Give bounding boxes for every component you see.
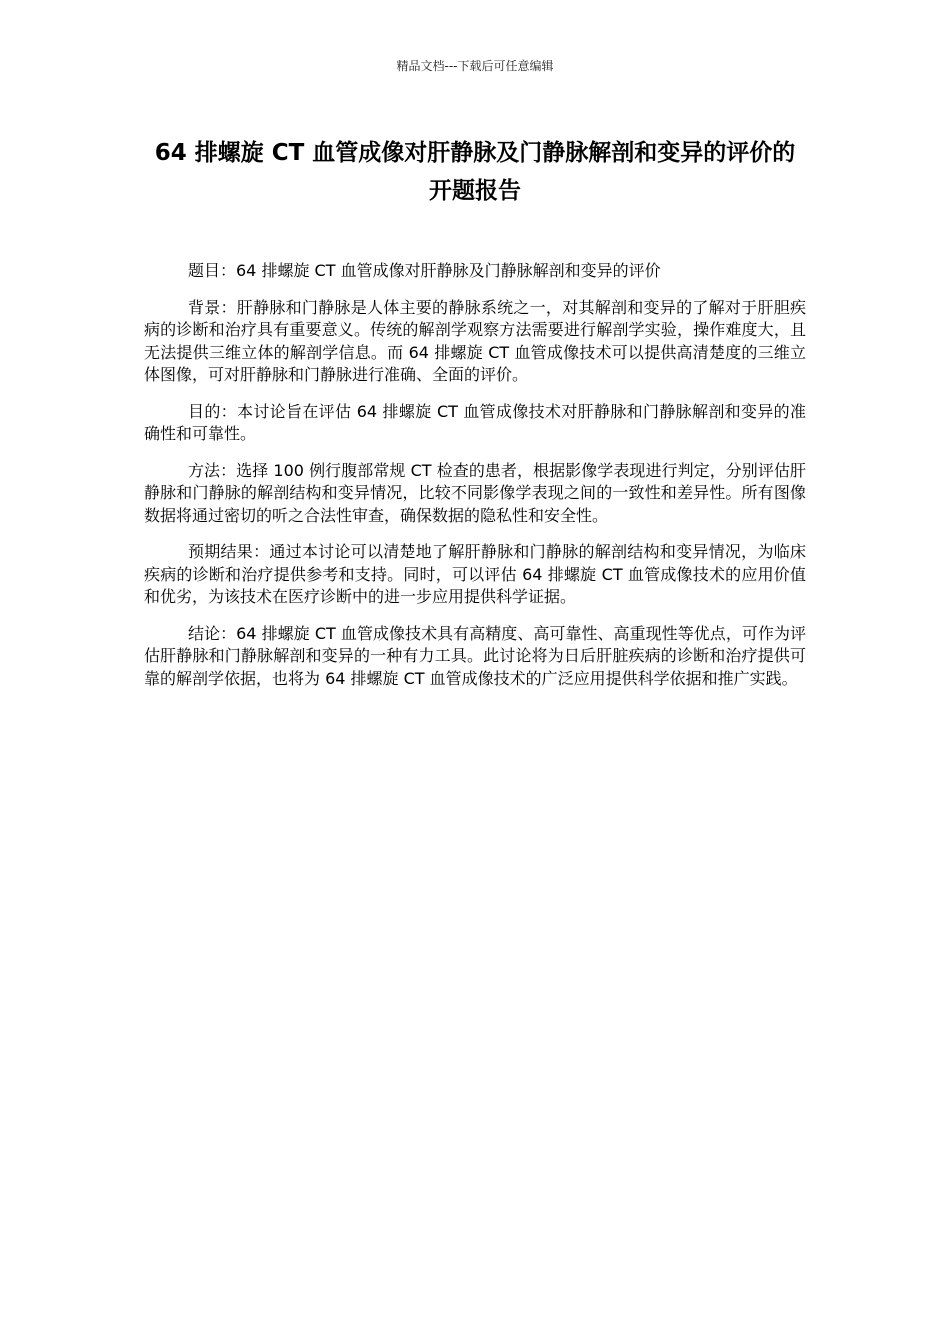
paragraph-background: 背景：肝静脉和门静脉是人体主要的静脉系统之一，对其解剖和变异的了解对于肝胆疾病的诊断和治疗具有重要意义。传统的解剖学观察方法需要进行解剖学实验，操作难度大，且无法提供三维立体的解剖学信息。而 64 排螺旋 CT 血管成像技术可以提供高清楚度的三维立体图像，可对肝静脉和门静脉进行准确、全面的评价。 [144,297,806,384]
paragraph-conclusion: 结论：64 排螺旋 CT 血管成像技术具有高精度、高可靠性、高重现性等优点，可作为评估肝静脉和门静脉解剖和变异的一种有力工具。此讨论将为日后肝脏疾病的诊断和治疗提供可靠的解剖学依据，也将为 64 排螺旋 CT 血管成像技术的广泛应用提供科学依据和推广实践。 [144,623,806,688]
document-body [144,260,806,704]
paragraph-purpose: 目的：本讨论旨在评估 64 排螺旋 CT 血管成像技术对肝静脉和门静脉解剖和变异的准确性和可靠性。 [144,401,806,443]
paragraph-topic: 题目：64 排螺旋 CT 血管成像对肝静脉及门静脉解剖和变异的评价 [188,261,661,280]
paragraph-method: 方法：选择 100 例行腹部常规 CT 检查的患者，根据影像学表现进行判定，分别评估肝静脉和门静脉的解剖结构和变异情况，比较不同影像学表现之间的一致性和差异性。所有图像数据将通过密切的听之合法性审查，确保数据的隐私性和安全性。 [144,460,806,525]
page-header-note: 精品文档---下载后可任意编辑 [396,59,554,73]
paragraph-expected-results: 预期结果：通过本讨论可以清楚地了解肝静脉和门静脉的解剖结构和变异情况，为临床疾病的诊断和治疗提供参考和支持。同时，可以评估 64 排螺旋 CT 血管成像技术的应用价值和优劣，为该技术在医疗诊断中的进一步应用提供科学证据。 [144,542,806,606]
document-title: 64 排螺旋 CT 血管成像对肝静脉及门静脉解剖和变异的评价的开题报告 [154,140,796,204]
